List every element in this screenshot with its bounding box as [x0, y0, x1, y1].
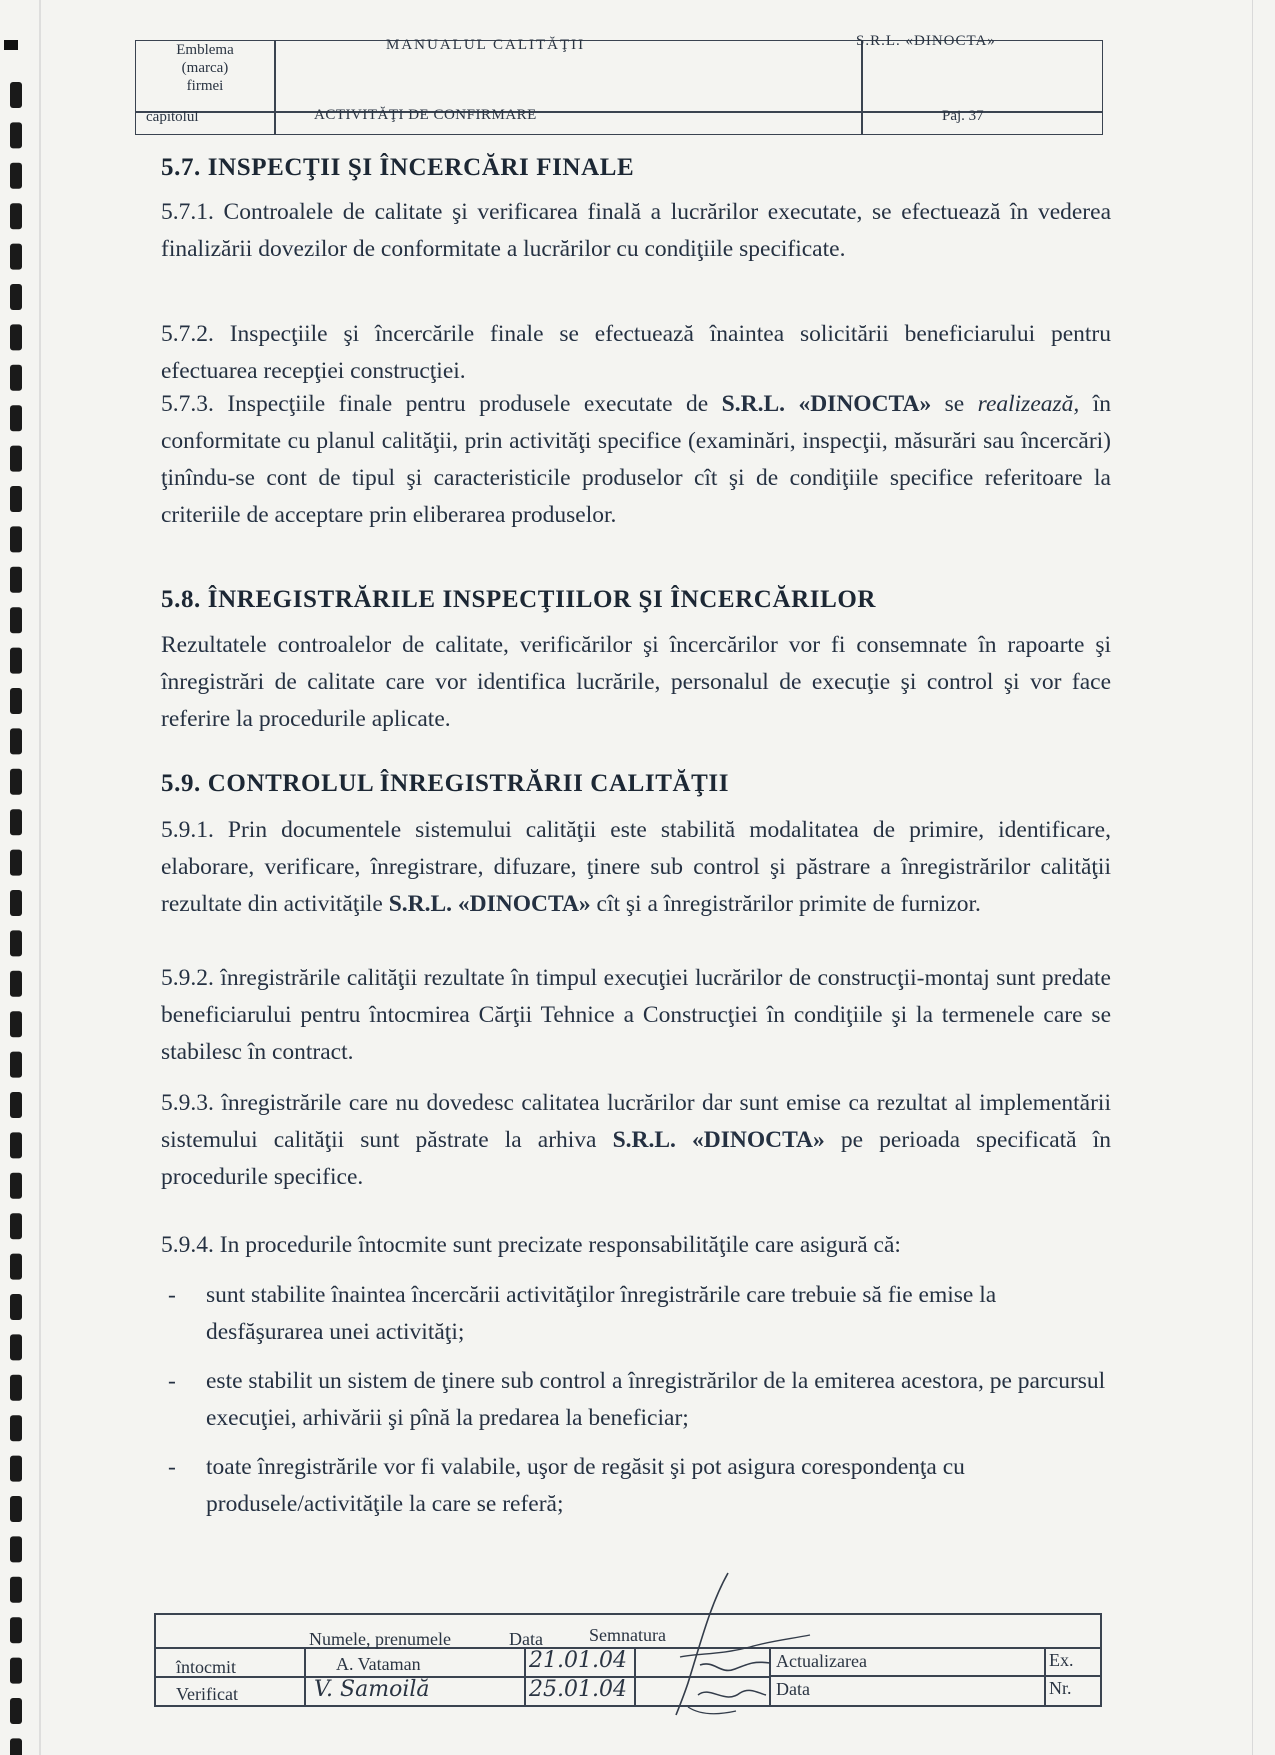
section-heading-5-8: 5.8. ÎNREGISTRĂRILE INSPECŢIILOR ŞI ÎNCERCĂRILOR — [161, 586, 877, 613]
date-label: Data — [776, 1679, 810, 1699]
spiral-ring — [10, 688, 22, 714]
spiral-ring — [10, 607, 22, 633]
spiral-ring — [10, 1092, 22, 1118]
handwritten-signature — [640, 1565, 820, 1725]
spiral-ring — [10, 526, 22, 552]
spiral-ring — [10, 890, 22, 916]
spiral-ring — [10, 1698, 22, 1724]
spiral-ring — [10, 1011, 22, 1037]
spiral-ring — [10, 365, 22, 391]
company-name-header: S.R.L. «DINOCTA» — [856, 33, 996, 49]
spiral-ring — [10, 1173, 22, 1199]
chapter-label: capitolul — [146, 109, 199, 125]
spiral-ring — [10, 728, 22, 754]
spiral-ring — [10, 567, 22, 593]
spiral-ring — [10, 930, 22, 956]
bullet-dash: - — [168, 1454, 176, 1480]
spiral-ring — [10, 1415, 22, 1441]
verified-by-name: V. Samoilă — [314, 1677, 430, 1702]
spiral-ring — [10, 324, 22, 350]
paragraph-5-7-1: 5.7.1. Controalele de calitate şi verificarea finală a lucrărilor executate, se efectuează în vederea finalizării dovezilor de conformitate a lucrărilor cu condiţiile specificate. — [161, 199, 1111, 262]
spiral-ring — [10, 1536, 22, 1562]
verified-date: 25.01.04 — [529, 1677, 627, 1702]
bullet-dash: - — [168, 1282, 176, 1308]
spiral-ring — [10, 1254, 22, 1280]
spiral-ring — [10, 1617, 22, 1643]
binding-spiral — [0, 0, 62, 1755]
spiral-ring — [10, 405, 22, 431]
spiral-ring — [10, 203, 22, 229]
spiral-ring — [10, 1456, 22, 1482]
paragraph-5-7-3: 5.7.3. Inspecţiile finale pentru produsele executate de S.R.L. «DINOCTA» se realizează, în conformitate cu planul calităţii, prin activităţi specifice (examinări, inspecţii, măsurări sau încercări) ţinîndu-se cont de tipul şi caracteristicile produselor cît şi de condiţiile specifice referitoare la criteriile de acceptare prin eliberarea produselor. — [161, 391, 1112, 528]
section-heading-5-7: 5.7. INSPECŢII ŞI ÎNCERCĂRI FINALE — [161, 154, 635, 181]
paragraph-5-9-1: 5.9.1. Prin documentele sistemului calităţii este stabilită modalitatea de primire, identificare, elaborare, verificare, înregistrare, difuzare, ţinere sub control şi păstrare a înregistrărilor calităţii rezultate din activităţile S.R.L. «DINOCTA» cît şi a înregistrărilor primite de furnizor. — [161, 817, 1111, 917]
paragraph-5-7-2: 5.7.2. Inspecţiile şi încercările finale se efectuează înaintea solicitării beneficiarului pentru efectuarea recepţiei construcţiei. — [161, 321, 1111, 384]
company-name-inline: S.R.L. «DINOCTA» — [388, 891, 591, 917]
spiral-ring — [10, 1132, 22, 1158]
spiral-ring — [10, 769, 22, 795]
prepared-by-name: A. Vataman — [336, 1654, 421, 1674]
number-label: Nr. — [1049, 1678, 1072, 1698]
document-header-table — [135, 33, 1103, 135]
spiral-ring — [10, 1577, 22, 1603]
spiral-ring — [10, 82, 22, 108]
spiral-ring — [10, 1334, 22, 1360]
paragraph-5-8: Rezultatele controalelor de calitate, verificărilor şi încercărilor vor fi consemnate în rapoarte şi înregistrări de calitate care vor identifica lucrările, personalul de execuţie şi control şi vor face referire la procedurile aplicate. — [161, 632, 1111, 732]
paragraph-5-9-4: 5.9.4. In procedurile întocmite sunt precizate responsabilităţile care asigură că: — [161, 1232, 901, 1258]
paragraph-5-9-3: 5.9.3. înregistrările care nu dovedesc calitatea lucrărilor dar sunt emise ca rezultat al implementării sistemului calităţii sunt păstrate la arhiva S.R.L. «DINOCTA» pe perioada specificată în procedurile specifice. — [161, 1090, 1111, 1190]
spiral-ring — [10, 809, 22, 835]
row-label-verified: Verificat — [176, 1684, 238, 1704]
copy-label: Ex. — [1049, 1650, 1074, 1670]
column-header-signature: Semnatura — [589, 1625, 666, 1645]
spiral-ring — [10, 971, 22, 997]
spiral-ring — [10, 446, 22, 472]
spiral-ring — [10, 1658, 22, 1684]
chapter-title: ACTIVITĂŢI DE CONFIRMARE — [314, 107, 537, 123]
column-header-date: Data — [509, 1629, 543, 1649]
spiral-ring — [10, 244, 22, 270]
spiral-ring — [10, 850, 22, 876]
column-header-name: Numele, prenumele — [309, 1629, 451, 1649]
bullet-dash: - — [168, 1368, 176, 1394]
spiral-ring — [10, 284, 22, 310]
manual-title: MANUALUL CALITĂŢII — [386, 37, 586, 53]
company-name-inline: S.R.L. «DINOCTA» — [612, 1127, 825, 1153]
paper-edge — [1252, 0, 1253, 1755]
prepared-date: 21.01.04 — [529, 1648, 627, 1673]
company-name-inline: S.R.L. «DINOCTA» — [721, 391, 932, 417]
spiral-ring — [10, 163, 22, 189]
spiral-ring — [10, 486, 22, 512]
row-label-prepared: întocmit — [176, 1657, 236, 1677]
spiral-ring — [10, 1213, 22, 1239]
spiral-ring — [10, 1052, 22, 1078]
approval-table — [154, 1613, 1102, 1706]
spiral-ring — [10, 1496, 22, 1522]
company-emblem-placeholder: Emblema (marca) firmei — [176, 42, 234, 94]
spiral-ring — [10, 648, 22, 674]
spiral-ring — [10, 122, 22, 148]
section-heading-5-9: 5.9. CONTROLUL ÎNREGISTRĂRII CALITĂŢII — [161, 770, 730, 797]
spiral-ring — [10, 1738, 22, 1755]
spiral-ring — [10, 1375, 22, 1401]
spiral-ring — [10, 1294, 22, 1320]
paragraph-5-9-2: 5.9.2. înregistrările calităţii rezultate în timpul execuţiei lucrărilor de construcţii-montaj sunt predate beneficiarului pentru întocmirea Cărţii Tehnice a Construcţiei în condiţiile şi la termenele care se stabilesc în contract. — [161, 965, 1111, 1065]
update-label: Actualizarea — [776, 1651, 867, 1671]
page-number: Paj. 37 — [942, 108, 984, 124]
